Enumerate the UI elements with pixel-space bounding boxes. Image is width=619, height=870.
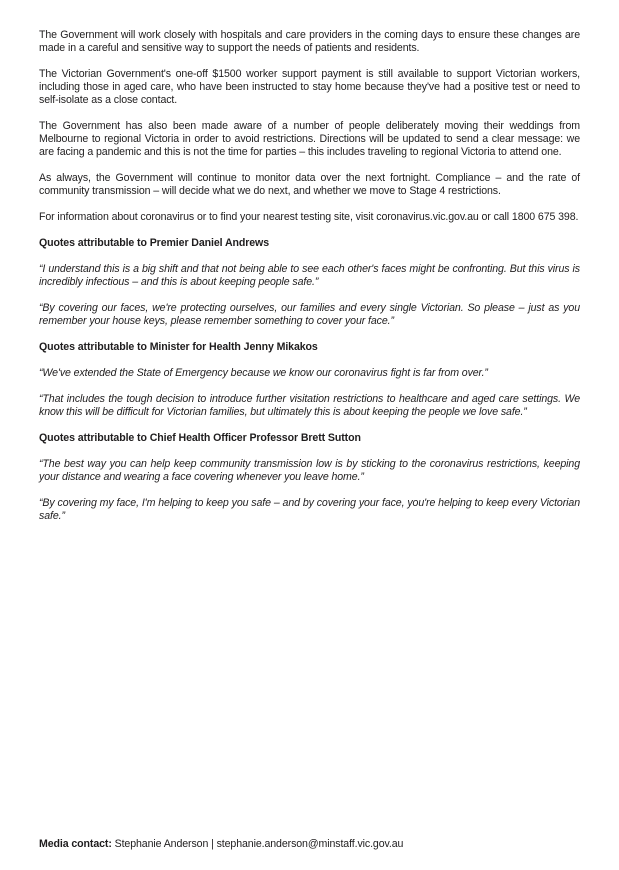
paragraph-coronavirus-info: For information about coronavirus or to find your nearest testing site, visit coronavirus.vic.gov.au or call 1800 675 398. — [39, 211, 579, 223]
section-heading-cho-sutton: Quotes attributable to Chief Health Officer Professor Brett Sutton — [39, 432, 361, 444]
section-heading-minister-mikakos: Quotes attributable to Minister for Health Jenny Mikakos — [39, 341, 318, 353]
quote-sutton-1: “The best way you can help keep community transmission low is by sticking to the coronavirus restrictions, keeping your distance and wearing a face covering whenever you leave home.” — [39, 458, 580, 483]
quote-andrews-2: “By covering our faces, we're protecting ourselves, our families and every single Victorian. So please – just as you remember your house keys, please remember something to cover your face.” — [39, 302, 580, 327]
section-heading-premier-andrews: Quotes attributable to Premier Daniel Andrews — [39, 237, 269, 249]
paragraph-hospitals-care: The Government will work closely with hospitals and care providers in the coming days to ensure these changes are made in a careful and sensitive way to support the needs of patients and residents. — [39, 29, 580, 54]
paragraph-monitor-data: As always, the Government will continue to monitor data over the next fortnight. Compliance – and the rate of community transmission – will decide what we do next, and whether we move to Stage 4 restrictions. — [39, 172, 580, 197]
paragraph-weddings: The Government has also been made aware of a number of people deliberately moving their weddings from Melbourne to regional Victoria in order to avoid restrictions. Directions will be updated to send a clear message: we are facing a pandemic and this is not the time for parties – this includes traveling to regional Victoria to attend one. — [39, 120, 580, 158]
quote-sutton-2: “By covering my face, I'm helping to keep you safe – and by covering your face, you're helping to keep every Victorian safe.” — [39, 497, 580, 522]
quote-mikakos-2: “That includes the tough decision to introduce further visitation restrictions to healthcare and aged care settings. We know this will be difficult for Victorian families, but ultimately this is about keeping the people we love safe.” — [39, 393, 580, 418]
media-contact-line — [39, 838, 580, 851]
paragraph-worker-support-payment: The Victorian Government's one-off $1500 worker support payment is still available to support Victorian workers, including those in aged care, who have been instructed to stay home because they've had a positive test or need to self-isolate as a close contact. — [39, 68, 580, 106]
media-contact-text: Stephanie Anderson | stephanie.anderson@minstaff.vic.gov.au — [111, 838, 404, 850]
quote-mikakos-1: “We've extended the State of Emergency because we know our coronavirus fight is far from over.” — [39, 367, 488, 379]
quote-andrews-1: “I understand this is a big shift and that not being able to see each other's faces might be confronting. But this virus is incredibly infectious – and this is about keeping people safe.” — [39, 263, 580, 288]
media-contact-label: Media contact: — [39, 838, 112, 850]
